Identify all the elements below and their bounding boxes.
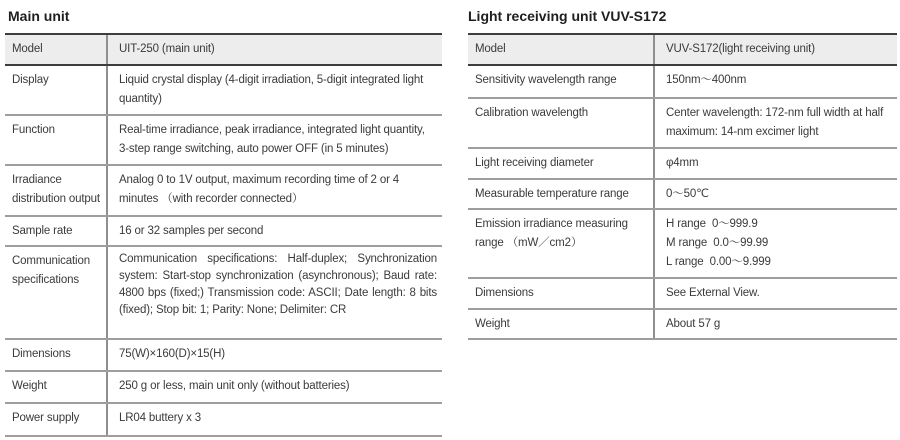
spec-row-measurable-temperature-range [468, 180, 897, 210]
spec-value-cell: Analog 0 to 1V output, maximum recording time of 2 or 4 minutes （with recorder connected） [106, 166, 442, 215]
main-unit-spec-table [5, 33, 442, 437]
spec-value-cell: Real-time irradiance, peak irradiance, integrated light quantity, 3-step range switching, auto power OFF (in 5 minutes) [106, 116, 442, 164]
spec-value-cell: φ4mm [653, 149, 897, 178]
spec-value-cell: 0～50℃ [653, 180, 897, 208]
spec-row-function [5, 116, 442, 166]
range-line-l: L range 0.00～9.999 [666, 256, 771, 268]
spec-label-cell: Calibration wavelength [475, 107, 589, 119]
spec-row-sensitivity-wavelength-range [468, 66, 897, 99]
spec-row-communication-specifications [5, 247, 442, 340]
range-line-h: H range 0～999.9 [666, 218, 758, 230]
spec-row-dimensions [5, 340, 442, 372]
spec-row-weight [468, 310, 897, 340]
spec-value-cell: 16 or 32 samples per second [106, 217, 442, 245]
spec-label-cell: Model [12, 43, 43, 55]
spec-value-cell [653, 210, 897, 277]
spec-value-cell: 150nm～400nm [653, 66, 897, 97]
spec-row-power-supply [5, 404, 442, 437]
spec-row-calibration-wavelength [468, 99, 897, 149]
spec-label-cell: Function [12, 124, 55, 136]
spec-label-cell: Power supply [12, 412, 80, 424]
light-receiving-unit-title: Light receiving unit VUV-S172 [468, 8, 667, 24]
spec-value-cell: VUV-S172(light receiving unit) [653, 35, 897, 64]
spec-label-cell: Dimensions [475, 287, 534, 299]
spec-row-weight [5, 372, 442, 404]
light-receiving-unit-spec-table [468, 33, 897, 340]
spec-value-cell: 75(W)×160(D)×15(H) [106, 340, 442, 370]
spec-label-cell: Sample rate [12, 225, 73, 237]
spec-label-cell: Light receiving diameter [475, 157, 594, 169]
spec-row-emission-irradiance-measuring-range [468, 210, 897, 279]
spec-label-cell: Display [12, 74, 49, 86]
main-unit-title: Main unit [8, 8, 70, 24]
spec-row-sample-rate [5, 217, 442, 247]
spec-value-cell: 250 g or less, main unit only (without batteries) [106, 372, 442, 402]
spec-row-model [5, 35, 442, 66]
spec-label-cell: Weight [12, 380, 47, 392]
spec-value-cell: Center wavelength: 172-nm full width at half maximum: 14-nm excimer light [653, 99, 897, 147]
spec-value-cell: LR04 buttery x 3 [106, 404, 442, 435]
spec-label-cell: Communication specifications [12, 255, 90, 286]
spec-label-cell: Emission irradiance measuring range （mW／cm2） [475, 218, 628, 249]
spec-row-dimensions [468, 279, 897, 310]
spec-value-cell: See External View. [653, 279, 897, 308]
spec-value-cell: Communication specifications: Half-duplex; Synchronization system: Start-stop synchronization (asynchronous); Baud rate: 4800 bps (fixed;) Transmission code: ASCII; Date length: 8 bits (fixed); Stop bit: 1; Parity: None; Delimiter: CR [106, 247, 442, 338]
spec-label-cell: Weight [475, 318, 510, 330]
spec-row-irradiance-distribution-output [5, 166, 442, 217]
spec-label-cell: Dimensions [12, 348, 71, 360]
spec-value-cell: Liquid crystal display (4-digit irradiation, 5-digit integrated light quantity) [106, 66, 442, 114]
spec-value-cell: About 57 g [653, 310, 897, 338]
spec-value-cell: UIT-250 (main unit) [106, 35, 442, 64]
spec-label-cell: Model [475, 43, 506, 55]
range-line-m: M range 0.0～99.99 [666, 237, 769, 249]
spec-row-light-receiving-diameter [468, 149, 897, 180]
spec-row-model [468, 35, 897, 66]
spec-label-cell: Irradiance distribution output [12, 174, 100, 205]
spec-label-cell: Sensitivity wavelength range [475, 74, 617, 86]
spec-label-cell: Measurable temperature range [475, 188, 629, 200]
spec-row-display [5, 66, 442, 116]
